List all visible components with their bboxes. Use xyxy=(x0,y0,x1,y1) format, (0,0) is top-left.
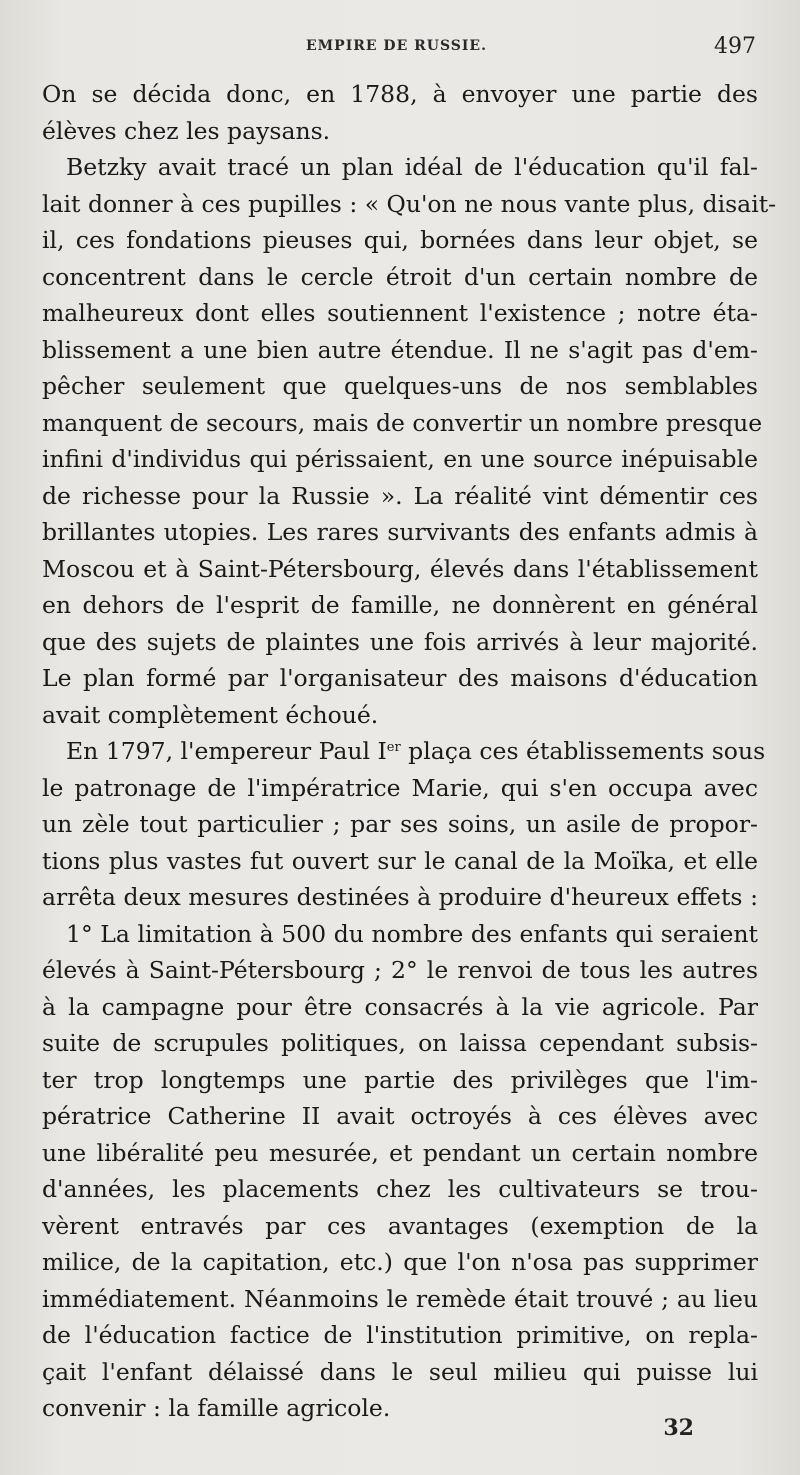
signature-mark: 32 xyxy=(663,1415,694,1441)
text-line: concentrent dans le cercle étroit d'un certain nombre de xyxy=(42,262,758,291)
text-line: pêcher seulement que quelques-uns de nos semblables xyxy=(42,372,758,400)
running-head xyxy=(0,34,800,64)
text-line: d'années, les placements chez les cultivateurs se trou- xyxy=(42,1175,758,1203)
text-line: Le plan formé par l'organisateur des maisons d'éducation xyxy=(42,664,758,692)
text-line: un zèle tout particulier ; par ses soins, un asile de propor- xyxy=(42,810,758,838)
text-line: élèves chez les paysans. xyxy=(42,116,331,145)
text-line: En 1797, l'empereur Paul Ier plaça ces établissements sous xyxy=(66,737,766,765)
superscript-er: er xyxy=(386,740,401,755)
text-line: ter trop longtemps une partie des privilèges que l'im- xyxy=(42,1065,758,1094)
text-line: On se décida donc, en 1788, à envoyer une partie des xyxy=(42,80,758,108)
text-line: manquent de secours, mais de convertir un nombre presque xyxy=(42,408,763,437)
text-line: Betzky avait tracé un plan idéal de l'éducation qu'il fal- xyxy=(66,153,758,181)
text-line: milice, de la capitation, etc.) que l'on n'osa pas supprimer xyxy=(42,1248,758,1276)
running-title: EMPIRE DE RUSSIE. xyxy=(306,38,487,54)
text-line: arrêta deux mesures destinées à produire d'heureux effets : xyxy=(42,883,758,911)
text-line: çait l'enfant délaissé dans le seul milieu qui puisse lui xyxy=(42,1357,758,1386)
text-line: de richesse pour la Russie ». La réalité vint démentir ces xyxy=(42,481,758,510)
text-line: une libéralité peu mesurée, et pendant un certain nombre xyxy=(42,1138,758,1167)
text-line: en dehors de l'esprit de famille, ne donnèrent en général xyxy=(42,591,758,619)
text-line: il, ces fondations pieuses qui, bornées dans leur objet, se xyxy=(42,226,758,254)
text-line: 1° La limitation à 500 du nombre des enfants qui seraient xyxy=(66,919,758,948)
text-line: élevés à Saint-Pétersbourg ; 2° le renvoi de tous les autres xyxy=(42,956,758,984)
text-line: que des sujets de plaintes une fois arrivés à leur majorité. xyxy=(42,627,758,656)
text-line: blissement a une bien autre étendue. Il ne s'agit pas d'em- xyxy=(42,335,758,364)
text-line: immédiatement. Néanmoins le remède était trouvé ; au lieu xyxy=(42,1284,758,1313)
text-line: malheureux dont elles soutiennent l'existence ; notre éta- xyxy=(42,299,758,327)
page-number: 497 xyxy=(714,34,756,59)
text-line: vèrent entravés par ces avantages (exemption de la xyxy=(42,1211,758,1240)
text-line: avait complètement échoué. xyxy=(42,700,379,729)
text-line: suite de scrupules politiques, on laissa cependant subsis- xyxy=(42,1029,758,1057)
text-line: pératrice Catherine II avait octroyés à ces élèves avec xyxy=(42,1102,758,1130)
text-line: à la campagne pour être consacrés à la vie agricole. Par xyxy=(42,992,758,1021)
text-line: Moscou et à Saint-Pétersbourg, élevés dans l'établissement xyxy=(42,554,758,583)
text-line: infini d'individus qui périssaient, en une source inépuisable xyxy=(42,445,758,473)
text-line: de l'éducation factice de l'institution primitive, on repla- xyxy=(42,1321,758,1349)
text-line: le patronage de l'impératrice Marie, qui s'en occupa avec xyxy=(42,773,758,802)
text-line: convenir : la famille agricole. xyxy=(42,1394,391,1422)
body-text xyxy=(42,76,777,1427)
text-line: tions plus vastes fut ouvert sur le canal de la Moïka, et elle xyxy=(42,846,758,875)
text-line: brillantes utopies. Les rares survivants des enfants admis à xyxy=(42,518,758,546)
text-line: lait donner à ces pupilles : « Qu'on ne nous vante plus, disait- xyxy=(42,189,777,218)
